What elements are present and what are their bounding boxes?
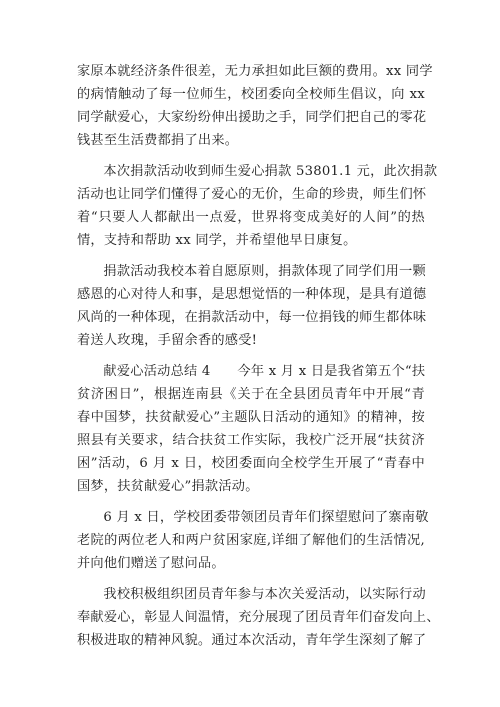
text-line: 捐款活动我校本着自愿原则，捐款体现了同学们用一颗 bbox=[103, 264, 426, 279]
text-line: 本次捐款活动收到师生爱心捐款 53801.1 元，此次捐款 bbox=[103, 164, 438, 179]
document-body bbox=[77, 60, 440, 660]
paragraph bbox=[77, 60, 433, 152]
text-line: 老院的两位老人和两户贫困家庭,详细了解他们的生活情况, bbox=[77, 533, 425, 548]
text-line: 的病情触动了每一位师生，校团委向全校师生倡议，向 xx bbox=[77, 87, 425, 102]
text-line: 钱甚至生活费都捐了出来。 bbox=[77, 133, 239, 148]
text-line: 国梦，扶贫献爱心”捐款活动。 bbox=[77, 479, 259, 494]
text-line: 同学献爱心，大家纷纷伸出援助之手，同学们把自己的零花 bbox=[77, 110, 427, 125]
text-line: 感恩的心对待人和事，是思想觉悟的一种体现，是具有道德 bbox=[77, 287, 427, 302]
text-line: 积极进取的精神风貌。通过本次活动，青年学生深刻了解了 bbox=[77, 633, 427, 648]
paragraph bbox=[77, 506, 429, 575]
text-line: 风尚的一种体现，在捐款活动中，每一位捐钱的师生都体味 bbox=[77, 310, 427, 325]
text-line: 我校积极组织团员青年参与本次关爱活动，以实际行动 bbox=[103, 587, 426, 602]
paragraph bbox=[77, 160, 438, 252]
text-line: 奉献爱心，彰显人间温情，充分展现了团员青年们奋发向上、 bbox=[77, 610, 440, 625]
text-line: 着送人玫瑰，手留余香的感受! bbox=[77, 333, 258, 348]
text-line: 着“只要人人都献出一点爱，世界将变成美好的人间”的热 bbox=[77, 210, 425, 225]
paragraph bbox=[77, 360, 425, 498]
text-line: 春中国梦，扶贫献爱心”主题队日活动的通知》的精神，按 bbox=[77, 410, 425, 425]
text-line: 贫济困日”，根据连南县《关于在全县团员青年中开展“青 bbox=[77, 387, 425, 402]
text-line: 困”活动，6 月 x 日，校团委面向全校学生开展了“青春中 bbox=[77, 456, 425, 471]
text-line: 并向他们赠送了慰问品。 bbox=[77, 556, 225, 571]
text-line: 家原本就经济条件很差，无力承担如此巨额的费用。xx 同学 bbox=[77, 64, 433, 79]
paragraph bbox=[77, 583, 440, 652]
text-line: 活动也让同学们懂得了爱心的无价，生命的珍贵，师生们怀 bbox=[77, 187, 427, 202]
text-line: 献爱心活动总结 4 今年 x 月 x 日是我省第五个“扶 bbox=[103, 364, 426, 379]
paragraph bbox=[77, 260, 425, 352]
text-line: 照县有关要求，结合扶贫工作实际，我校广泛开展“扶贫济 bbox=[77, 433, 425, 448]
text-line: 6 月 x 日，学校团委带领团员青年们探望慰问了寨南敬 bbox=[103, 510, 429, 525]
text-line: 情，支持和帮助 xx 同学，并希望他早日康复。 bbox=[77, 233, 357, 248]
